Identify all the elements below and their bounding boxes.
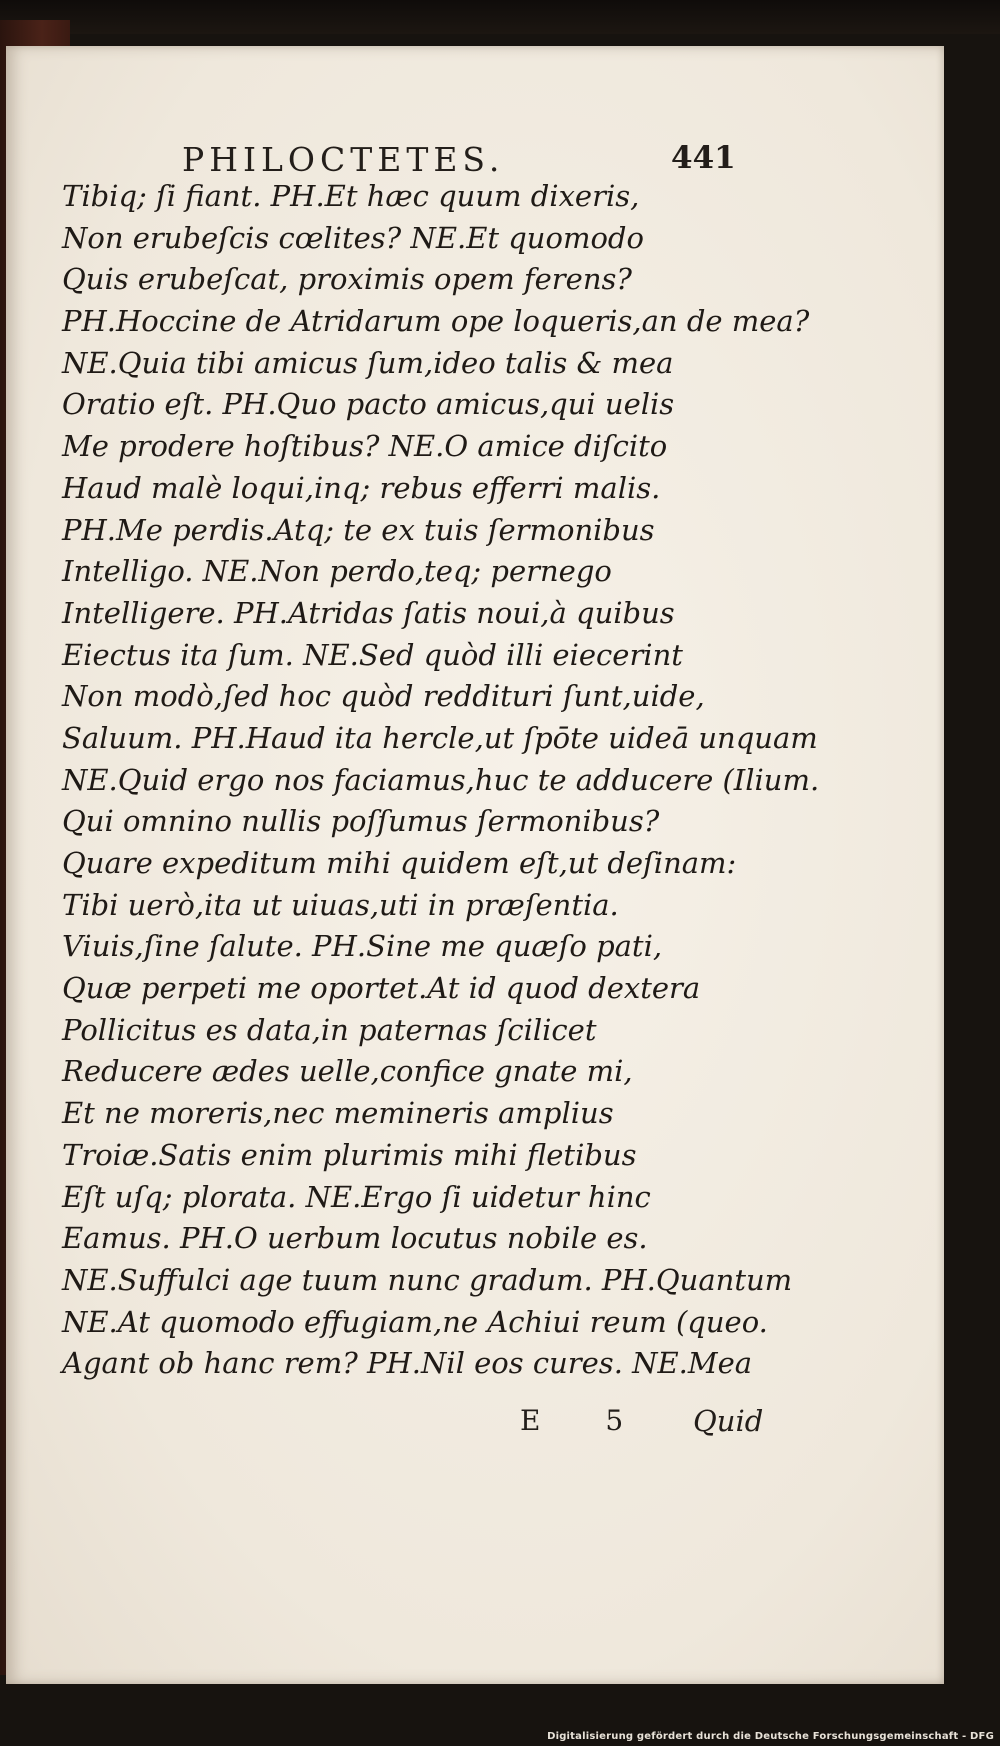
verse-line: Tibiq; ſi fiant. PH.Et hæc quum dixeris, (62, 179, 640, 213)
verse-line: Intelligo. NE.Non perdo,teq; pernego (62, 554, 612, 589)
verse-line: NE.Quid ergo nos faciamus,huc te adducere (Ilium. (62, 762, 820, 797)
verse-line: Quis erubeſcat, proximis opem ferens? (62, 262, 632, 297)
verse-line: Eamus. PH.O uerbum locutus nobile es. (62, 1221, 648, 1256)
verse-line: Me prodere hoſtibus? NE.O amice diſcito (62, 429, 668, 464)
page-header (6, 130, 944, 180)
verse-line: Viuis,ſine ſalute. PH.Sine me quæſo pati, (62, 929, 663, 964)
verse-line: Agant ob hanc rem? PH.Nil eos cures. NE.Mea (62, 1346, 753, 1381)
page-footer (6, 1404, 944, 1444)
verse-line: Eiectus ita ſum. NE.Sed quòd illi eiecerint (62, 637, 683, 672)
verse-line: Et ne moreris,nec memineris amplius (62, 1096, 614, 1131)
verse-text (62, 176, 820, 1385)
verse-line: Reducere ædes uelle,confice gnate mi, (62, 1054, 633, 1089)
catchword: Quid (693, 1404, 764, 1438)
verse-line: Haud malè loqui,inq; rebus efferri malis. (62, 470, 661, 505)
verse-line: Tibi uerò,ita ut uiuas,uti in præſentia. (62, 887, 619, 922)
verse-line: Eſt uſq; plorata. NE.Ergo ſi uidetur hinc (62, 1179, 651, 1214)
verse-line: Non modò,ſed hoc quòd reddituri ſunt,uide, (62, 679, 705, 714)
verse-line: NE.Suffulci age tuum nunc gradum. PH.Quantum (62, 1262, 793, 1297)
book-page (6, 46, 944, 1684)
signature-mark: E 5 (520, 1404, 652, 1437)
verse-line: PH.Me perdis.Atq; te ex tuis ſermonibus (62, 512, 655, 547)
verse-line: Quæ perpeti me oportet.At id quod dextera (62, 971, 701, 1006)
verse-line: Non erubeſcis cœlites? NE.Et quomodo (62, 220, 644, 255)
verse-line: Troiæ.Satis enim plurimis mihi fletibus (62, 1137, 637, 1172)
page-number: 441 (671, 140, 736, 176)
verse-line: Saluum. PH.Haud ita hercle,ut ſpōte uideā unquam (62, 720, 818, 755)
verse-line: NE.Quia tibi amicus ſum,ideo talis & mea (62, 345, 674, 380)
digitization-credit: Digitalisierung gefördert durch die Deutsche Forschungsgemeinschaft - DFG (547, 1731, 994, 1742)
verse-line: Qui omnino nullis poſſumus ſermonibus? (62, 804, 660, 839)
verse-line: NE.At quomodo effugiam,ne Achiui reum (queo. (62, 1304, 768, 1339)
scan-background-top (0, 0, 1000, 34)
verse-line: PH.Hoccine de Atridarum ope loqueris,an de mea? (62, 304, 810, 339)
verse-line: Pollicitus es data,in paternas ſcilicet (62, 1012, 597, 1047)
verse-line: Intelligere. PH.Atridas ſatis noui,à quibus (62, 595, 675, 630)
verse-line: Oratio eſt. PH.Quo pacto amicus,qui uelis (62, 387, 675, 422)
running-head: PHILOCTETES. (182, 140, 505, 179)
verse-line: Quare expeditum mihi quidem eſt,ut deſinam: (62, 846, 737, 880)
